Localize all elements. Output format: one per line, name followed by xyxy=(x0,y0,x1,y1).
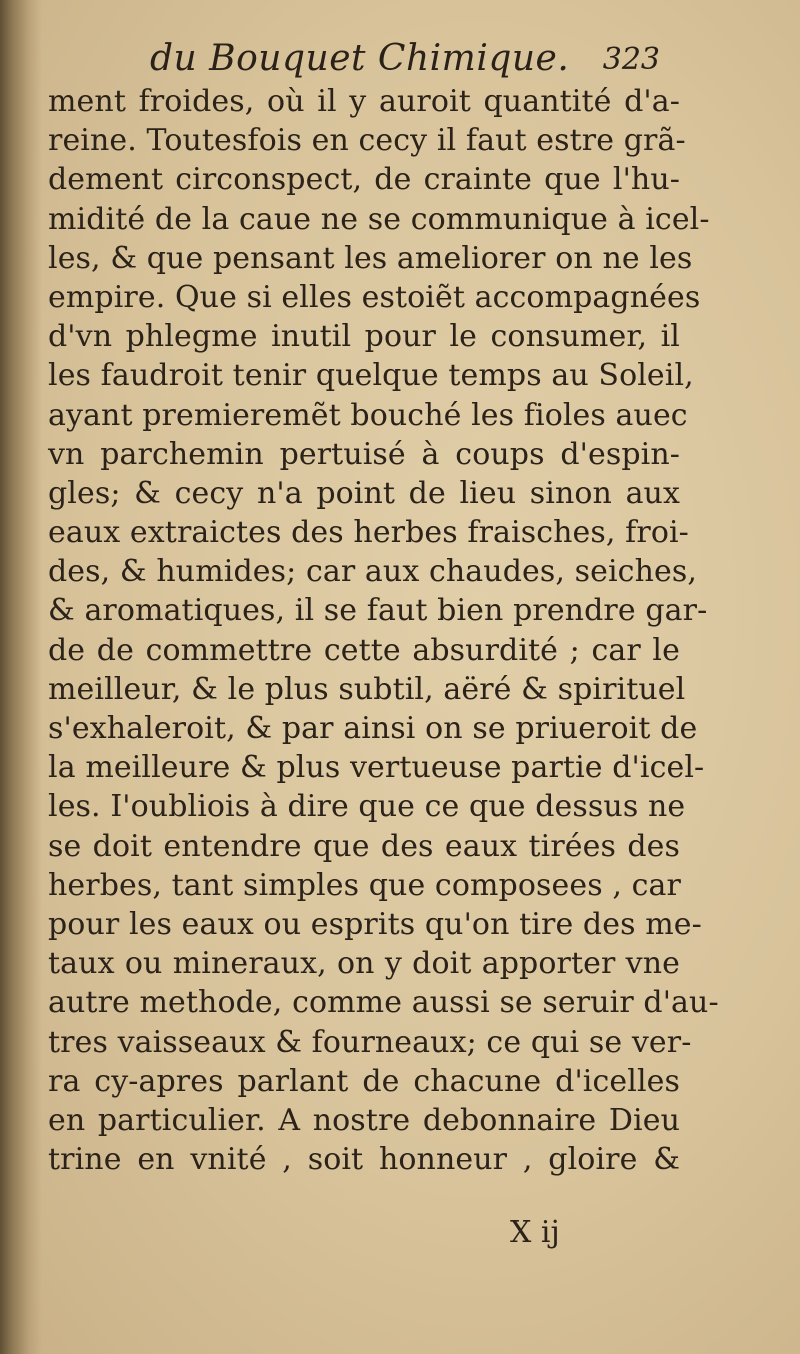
text-line: herbes, tant simples que composees , car xyxy=(48,867,681,903)
text-line: & aromatiques, il se faut bien prendre gar- xyxy=(48,593,708,629)
body-text xyxy=(48,82,719,1179)
text-line: midité de la caue ne se communique à icel- xyxy=(48,201,710,237)
text-line: taux ou mineraux, on y doit apporter vne xyxy=(48,946,680,982)
text-line: vn parchemin pertuisé à coups d'espin- xyxy=(48,436,680,472)
text-line: trine en vnité , soit honneur , gloire & xyxy=(48,1142,680,1178)
text-line: se doit entendre que des eaux tirées des xyxy=(48,828,680,864)
binding-shadow xyxy=(0,0,42,1354)
text-line: dement circonspect, de crainte que l'hu- xyxy=(48,162,680,198)
text-line: les. I'oubliois à dire que ce que dessus ne xyxy=(48,789,686,825)
page-number: 323 xyxy=(602,42,660,77)
text-line: tres vaisseaux & fourneaux; ce qui se ver- xyxy=(48,1024,692,1060)
text-line: pour les eaux ou esprits qu'on tire des me- xyxy=(48,906,702,942)
running-title: du Bouquet Chimique. xyxy=(150,38,570,79)
text-line: eaux extraictes des herbes fraisches, froi- xyxy=(48,515,689,551)
text-line: en particulier. A nostre debonnaire Dieu xyxy=(48,1102,680,1138)
text-line: les faudroit tenir quelque temps au Soleil, xyxy=(48,358,694,394)
text-line: les, & que pensant les ameliorer on ne les xyxy=(48,240,693,276)
running-head xyxy=(150,38,660,88)
text-line: ra cy-apres parlant de chacune d'icelles xyxy=(48,1063,680,1099)
text-line: autre methode, comme aussi se seruir d'au- xyxy=(48,985,719,1021)
text-line: reine. Toutesfois en cecy il faut estre grã- xyxy=(48,123,686,159)
text-line: de de commettre cette absurdité ; car le xyxy=(48,632,680,668)
text-line: d'vn phlegme inutil pour le consumer, il xyxy=(48,319,680,355)
text-line: ayant premieremẽt bouché les fioles auec xyxy=(48,397,688,433)
text-line: s'exhaleroit, & par ainsi on se priueroit de xyxy=(48,711,698,746)
text-line: la meilleure & plus vertueuse partie d'icel- xyxy=(48,750,705,786)
text-line: empire. Que si elles estoiẽt accompagnées xyxy=(48,279,701,315)
text-line: gles; & cecy n'a point de lieu sinon aux xyxy=(48,475,680,511)
signature-mark: X ij xyxy=(510,1215,560,1250)
text-line: ment froides, où il y auroit quantité d'a- xyxy=(48,84,680,119)
text-line: meilleur, & le plus subtil, aëré & spirituel xyxy=(48,671,686,707)
text-line: des, & humides; car aux chaudes, seiches, xyxy=(48,554,697,590)
